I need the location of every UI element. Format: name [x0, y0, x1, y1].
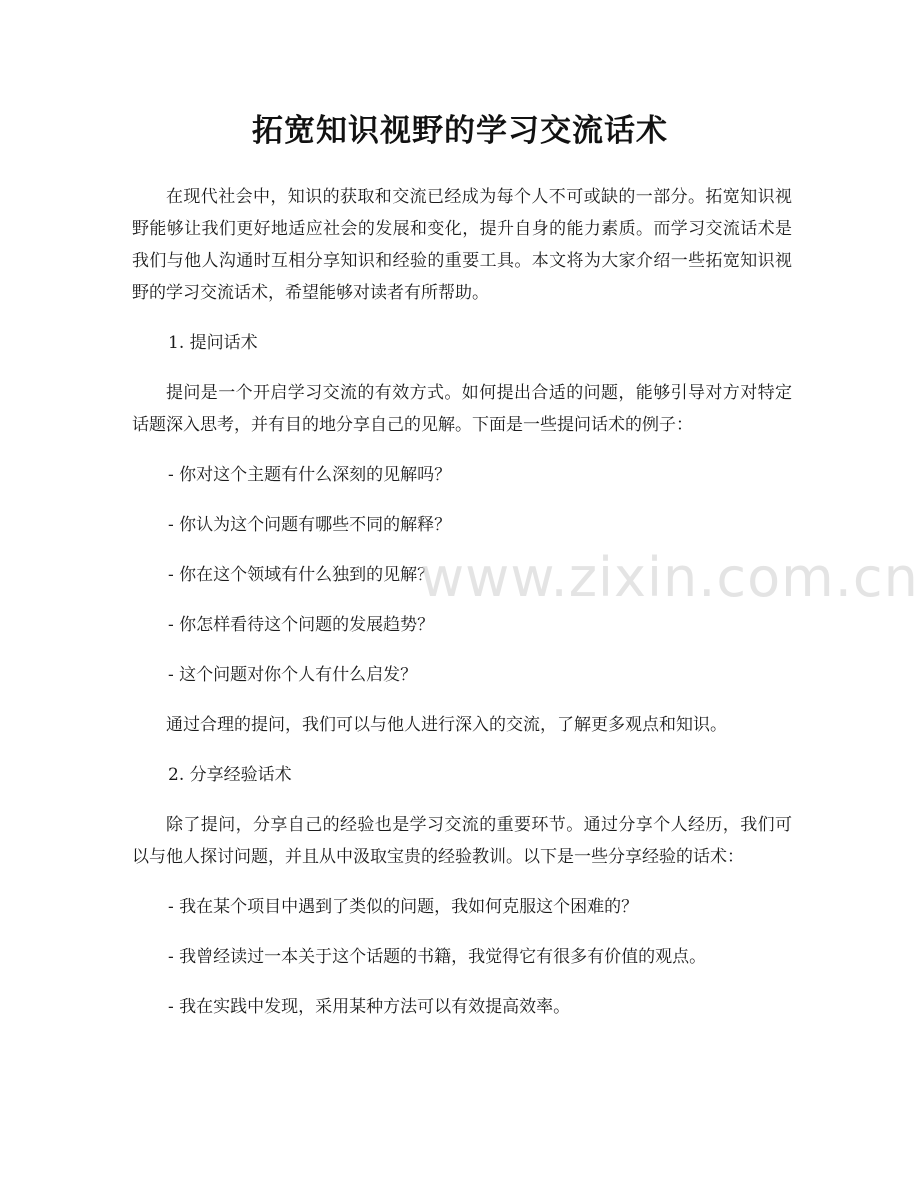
watermark: www.zixin.com.cn: [420, 546, 919, 609]
experience-item: - 我曾经读过一本关于这个话题的书籍，我觉得它有很多有价值的观点。: [168, 947, 707, 967]
question-item: - 你认为这个问题有哪些不同的解释？: [168, 515, 452, 535]
question-item: - 你对这个主题有什么深刻的见解吗？: [168, 465, 452, 485]
section-experience-intro: 除了提问，分享自己的经验也是学习交流的重要环节。通过分享个人经历，我们可以与他人探讨问题，并且从中汲取宝贵的经验教训。以下是一些分享经验的话术：: [132, 815, 792, 867]
section-heading-questions: 1. 提问话术: [168, 333, 258, 353]
section-questions-intro: 提问是一个开启学习交流的有效方式。如何提出合适的问题，能够引导对方对特定话题深入思考，并有目的地分享自己的见解。下面是一些提问话术的例子：: [132, 383, 792, 435]
experience-item: - 我在实践中发现，采用某种方法可以有效提高效率。: [168, 997, 571, 1017]
document-body: [132, 181, 792, 1041]
section-questions-conclusion: 通过合理的提问，我们可以与他人进行深入的交流，了解更多观点和知识。: [166, 715, 727, 735]
document-title: 拓宽知识视野的学习交流话术: [252, 113, 668, 149]
section-heading-experience: 2. 分享经验话术: [168, 765, 292, 785]
intro-paragraph: 在现代社会中，知识的获取和交流已经成为每个人不可或缺的一部分。拓宽知识视野能够让我们更好地适应社会的发展和变化，提升自身的能力素质。而学习交流话术是我们与他人沟通时互相分享知识和经验的重要工具。本文将为大家介绍一些拓宽知识视野的学习交流话术，希望能够对读者有所帮助。: [132, 187, 792, 303]
question-item: - 这个问题对你个人有什么启发？: [168, 665, 418, 685]
question-item: - 你怎样看待这个问题的发展趋势？: [168, 615, 435, 635]
experience-item: - 我在某个项目中遇到了类似的问题，我如何克服这个困难的？: [168, 897, 639, 917]
question-item: - 你在这个领域有什么独到的见解？: [168, 565, 435, 585]
